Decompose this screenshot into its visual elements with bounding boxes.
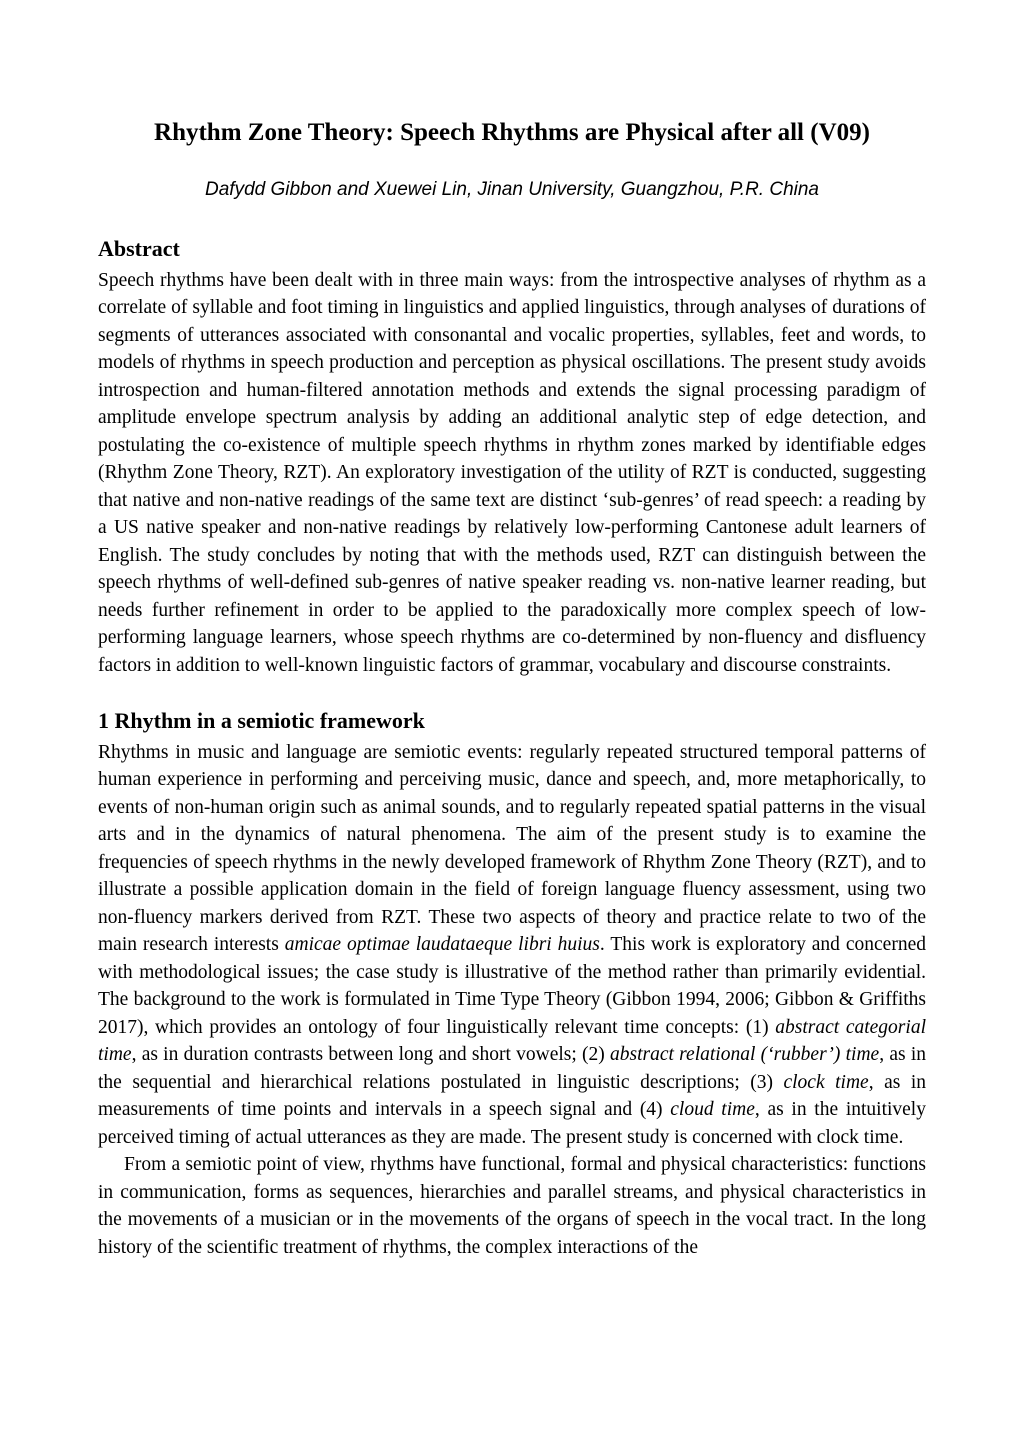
section-1-paragraph-1: Rhythms in music and language are semiotic events: regularly repeated structured temporal patterns of human experience in performing and perceiving music, dance and speech, and, more metaphorically, to events of non-human origin such as animal sounds, and to regularly repeated spatial patterns in the visual arts and in the dynamics of natural phenomena. The aim of the present study is to examine the frequencies of speech rhythms in the newly developed framework of Rhythm Zone Theory (RZT), and to illustrate a possible application domain in the field of foreign language fluency assessment, using two non-fluency markers derived from RZT. These two aspects of theory and practice relate to two of the main research interests amicae optimae laudataeque libri huius. This work is exploratory and concerned with methodological issues; the case study is illustrative of the method rather than primarily evidential. The background to the work is formulated in Time Type Theory (Gibbon 1994, 2006; Gibbon & Griffiths 2017), which provides an ontology of four linguistically relevant time concepts: (1) abstract categorial time, as in duration contrasts between long and short vowels; (2) abstract relational (‘rubber’) time, as in the sequential and hierarchical relations postulated in linguistic descriptions; (3) clock time, as in measurements of time points and intervals in a speech signal and (4) cloud time, as in the intuitively perceived timing of actual utterances as they are made. The present study is concerned with clock time. [98,741,926,1148]
paper-title: Rhythm Zone Theory: Speech Rhythms are Physical after all (V09) [154,119,870,146]
paper-authors: Dafydd Gibbon and Xuewei Lin, Jinan University, Guangzhou, P.R. China [205,179,819,200]
abstract-heading: Abstract [98,236,180,261]
abstract-text: Speech rhythms have been dealt with in three main ways: from the introspective analyses of rhythm as a correlate of syllable and foot timing in linguistics and applied linguistics, through analyses of durations of segments of utterances associated with consonantal and vocalic properties, syllables, feet and words, to models of rhythms in speech production and perception as physical oscillations. The present study avoids introspection and human-filtered annotation methods and extends the signal processing paradigm of amplitude envelope spectrum analysis by adding an additional analytic step of edge detection, and postulating the co-existence of multiple speech rhythms in rhythm zones marked by identifiable edges (Rhythm Zone Theory, RZT). An exploratory investigation of the utility of RZT is conducted, suggesting that native and non-native readings of the same text are distinct ‘sub-genres’ of read speech: a reading by a US native speaker and non-native readings by relatively low-performing Cantonese adult learners of English. The study concludes by noting that with the methods used, RZT can distinguish between the speech rhythms of well-defined sub-genres of native speaker reading vs. non-native learner reading, but needs further refinement in order to be applied to the paradoxically more complex speech of low-performing language learners, whose speech rhythms are co-determined by non-fluency and disfluency factors in addition to well-known linguistic factors of grammar, vocabulary and discourse constraints. [98,269,926,676]
section-1-paragraph-2: From a semiotic point of view, rhythms have functional, formal and physical characteristics: functions in communication, forms as sequences, hierarchies and parallel streams, and physical characteristics in the movements of a musician or in the movements of the organs of speech in the vocal tract. In the long history of the scientific treatment of rhythms, the complex interactions of the [98,1154,926,1258]
section-1-heading: 1 Rhythm in a semiotic framework [98,708,425,733]
